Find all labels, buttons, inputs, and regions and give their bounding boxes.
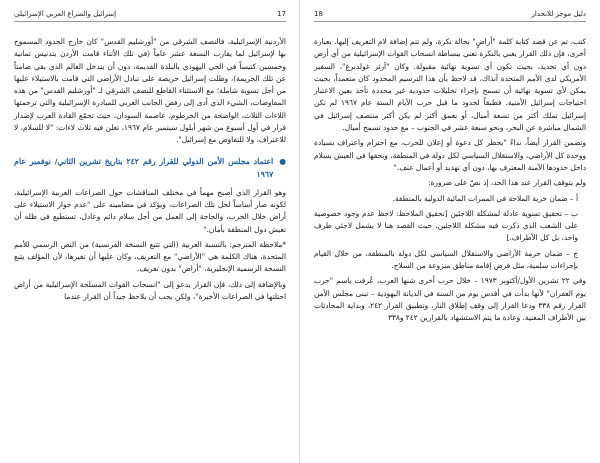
right-running-title: دليل موجز للانحدار: [531, 10, 586, 18]
right-page-number: 18: [314, 10, 323, 18]
right-running-head: [314, 9, 586, 22]
section-heading-text: اعتماد مجلس الأمن الدولي للقرار رقم ٢٤٢ بتاريخ تشرين الثاني/ نوفمبر عام ١٩٦٧: [14, 156, 274, 179]
list-item: ب – تحقيق تسوية عادلة لمشكلة اللاجئين [تحقيق الملاحظ: لاحظ عدم وجود خصوصية على الشعب الذي ذكرت فيه مشكلة اللاجئين، حيث القصد هنا لا يشمل لاجئي طرف واحد، بل كل الأطراف.]: [314, 208, 578, 243]
left-body: [14, 36, 286, 303]
bullet-icon: ●: [279, 156, 286, 166]
left-running-title: إسرائيل والصراع العربي الإسرائيلي: [14, 10, 117, 18]
paragraph: وبالإضافة إلى ذلك، فإن القرار يدعو إلى "انسحاب القوات المسلحة الإسرائيلية من أراض احتلتها في الصراعات الأخيرة"، ولكن يجب أن يلاحظ جيداً أن القرار عندما: [14, 279, 286, 302]
paragraph: كتب، تم عن قصد كتابة كلمة "أراضٍ" بحالة نكرة، ولم تتم إضافة لام التعريف إليها. بعبارة أخرى، فإن ذلك القرار يعني بالنكرة تعني ببساطة انسحاب القوات الإسرائيلية من أي أرض دون أي تحديد، بحيث تكون أي تسوية نهائية مقبولة. وكان "آرثر غولدبرغ"، السفير الأمريكي لدى الأمم المتحدة آنذاك، قد لاحظ بأن هذا الترسيم المحدود كان متعمداً، بحيث يمكن لأي تسوية نهائية أن تسمح بإجراء تحليلات حدودية غير محددة تأخذ بعين الاعتبار احتياجات إسرائيل الأمنية. فطبقاً لحدود ما قبل حرب الأيام الستة عام ١٩٦٧ لم تكن إسرائيل تملك أكثر من تسعة أميال، أو بعمق أكثر لم يكن أكثر منتصف إسرائيل في الشمال مباشرة عن البحر، ونحو سبعة عشر في الجنوب – مع حدود تسمح أميال.: [314, 37, 586, 133]
paragraph: وفي ٢٢ تشرين الأول/أكتوبر ١٩٧٣ – خلال حرب أخرى شنها العرب، عُرفت باسم "حرب يوم الغفران" لأنها بدأت في أقدس يوم من السنة في الديانة اليهودية – تبنى مجلس الأمن القرار رقم ٣٣٨ ودعا القرار إلى وقف إطلاق النار، وتطبيق القرار ٢٤٢، وبداية المحادثات بين الأطراف المعنية. وعادة ما يتم الاستشهاد بالقرارين ٢٤٢ و٣٣٨: [314, 276, 586, 323]
list-item: أ – ضمان حرية الملاحة في الممرات المائية الدولية بالمنطقة.: [392, 193, 578, 203]
left-page-number: 17: [277, 10, 286, 18]
paragraph: وهو القرار الذي أصبح مهماً في مختلف المناقشات حول الصراعات العربية الإسرائيلية، لكونه صار أساساً لحل تلك الصراعات، ويؤكد في مضامينه على "عدم جواز الاستيلاء على أراض خلال الحرب، والحاجة إلى العمل من أجل سلام دائم وعادل، تستطيع في ظله أن تعيش دول المنطقة بأمان.": [14, 187, 286, 234]
paragraph: وتضمن القرار أيضاً، نداءً "بحظر كل دعوة أو إعلان للحرب، مع احترام واعتراف بسيادة ووحدة كل الأراضي، والاستقلال السياسي لكل دولة في المنطقة، وبحقها في العيش بسلام داخل حدودها الآمنة المعترف بها، دون أي تهديد أو أعمال عنف.": [314, 138, 586, 172]
translator-note: *ملاحظة المترجم: بالنسبة العربية (التي تتبع النسخة الفرنسية) من النص الرسمي للأمم المتحدة، هناك الكلمة هي "الأراضي" مع التعريف، وكان عليها أن تغيرها، لأن المؤلف يتبع النسخة الرسمية الإنجليزية، "أراض" بدون تعريف.: [14, 239, 286, 274]
section-heading: [14, 155, 286, 181]
paragraph: الأردنية الإسرائيلية، فالنصف الشرقي من "أورشليم القدس" كان خارج الحدود المسموح بها لإسرائيل لما يقارب النسعة عشر عاماً (في تلك الأثناء قامت الأردن بتدنيس ثمانية وخمسين كنيساً في الحي اليهودي بالبلدة القديمة، دون أن يتدخل العالم الذي بقي صامتاً عن تلك الجريمة)، وظلت إسرائيل حريصة على تبادل الأراضي التي قامت بالاستيلاء عليها من أجل تسوية شاملة؛ مع الاستثناء القاطع للنصف الشرقي لـ "أورشليم القدس" من هذه المفاوضات، الشيء الذي أدى إلى رفض الجانب العربي للمبادرة الإسرائيلية والتي ترجمتها اللاءات الثلاث، الواضحة من الخرطوم، عاصمة السودان، حيث تجمّع القادة العرب لإصدار قرار في أول أسبوع من شهر أيلول سبتمبر عام ١٩٦٧، تعلن فيه ثلاث لاءات: "لا للسلام، لا للاعتراف، ولا للتفاوض مع إسرائيل".: [14, 37, 286, 145]
left-running-head: [14, 9, 286, 22]
paragraph: ولم يتوقف القرار عند هذا الحد، إذ نصّ على ضرورة:: [428, 178, 586, 188]
right-page: [300, 0, 600, 463]
right-body: [314, 36, 586, 325]
list-item: ج – ضمان حرمة الأراضي والاستقلال السياسي لكل دولة بالمنطقة، من خلال القيام بإجراءات سلمية، مثل فرض إقامة مناطق منزوعة من السلاح.: [314, 248, 578, 271]
